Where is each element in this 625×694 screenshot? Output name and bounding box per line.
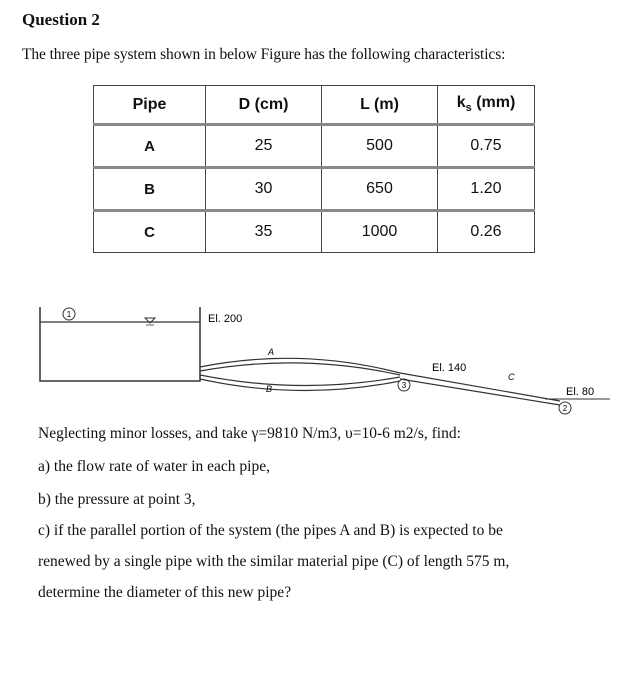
part-c — [38, 515, 598, 608]
point-1-label: 1 — [66, 310, 72, 319]
cell-length: 500 — [322, 125, 438, 168]
cell-pipe: B — [94, 168, 206, 211]
point-3-label: 3 — [401, 381, 407, 390]
cell-roughness: 1.20 — [438, 168, 535, 211]
part-c-line-2: renewed by a single pipe with the similar material pipe (C) of length 575 m, — [38, 553, 510, 570]
cell-length: 650 — [322, 168, 438, 211]
cell-roughness: 0.26 — [438, 211, 535, 253]
question-intro: The three pipe system shown in below Figure has the following characteristics: — [22, 46, 506, 63]
pipe-a-label: A — [268, 347, 275, 357]
header-roughness — [438, 86, 535, 125]
cell-diameter: 35 — [206, 211, 322, 253]
cell-pipe: C — [94, 211, 206, 253]
cell-roughness: 0.75 — [438, 125, 535, 168]
pipe-c — [400, 373, 560, 401]
pipe-system-figure — [0, 295, 625, 420]
header-roughness-unit: (mm) — [476, 94, 516, 112]
pipe-c-label: C — [508, 372, 515, 382]
part-b: b) the pressure at point 3, — [38, 491, 196, 508]
header-roughness-k: k — [456, 94, 466, 112]
pipe-b — [200, 375, 400, 386]
elevation-200-label: El. 200 — [208, 313, 243, 325]
pipe-b-label: B — [266, 384, 273, 394]
pipe-a — [200, 358, 400, 373]
given-statement: Neglecting minor losses, and take γ=9810 N/m3, υ=10-6 m2/s, find: — [38, 425, 461, 442]
part-c-line-1: c) if the parallel portion of the system (the pipes A and B) is expected to be — [38, 522, 503, 539]
table-row — [94, 125, 535, 168]
cell-length: 1000 — [322, 211, 438, 253]
table-header-row — [94, 86, 535, 125]
table-row — [94, 168, 535, 211]
header-pipe: Pipe — [94, 86, 206, 125]
elevation-80-label: El. 80 — [566, 386, 595, 398]
part-c-line-3: determine the diameter of this new pipe? — [38, 584, 292, 601]
header-diameter: D (cm) — [206, 86, 322, 125]
pipe-properties-table — [93, 85, 535, 253]
cell-diameter: 25 — [206, 125, 322, 168]
cell-diameter: 30 — [206, 168, 322, 211]
header-roughness-sub: s — [465, 102, 472, 115]
point-2-label: 2 — [562, 404, 568, 413]
question-title: Question 2 — [22, 10, 100, 29]
table-row — [94, 211, 535, 253]
header-length: L (m) — [322, 86, 438, 125]
part-a: a) the flow rate of water in each pipe, — [38, 458, 270, 475]
elevation-140-label: El. 140 — [432, 362, 467, 374]
cell-pipe: A — [94, 125, 206, 168]
